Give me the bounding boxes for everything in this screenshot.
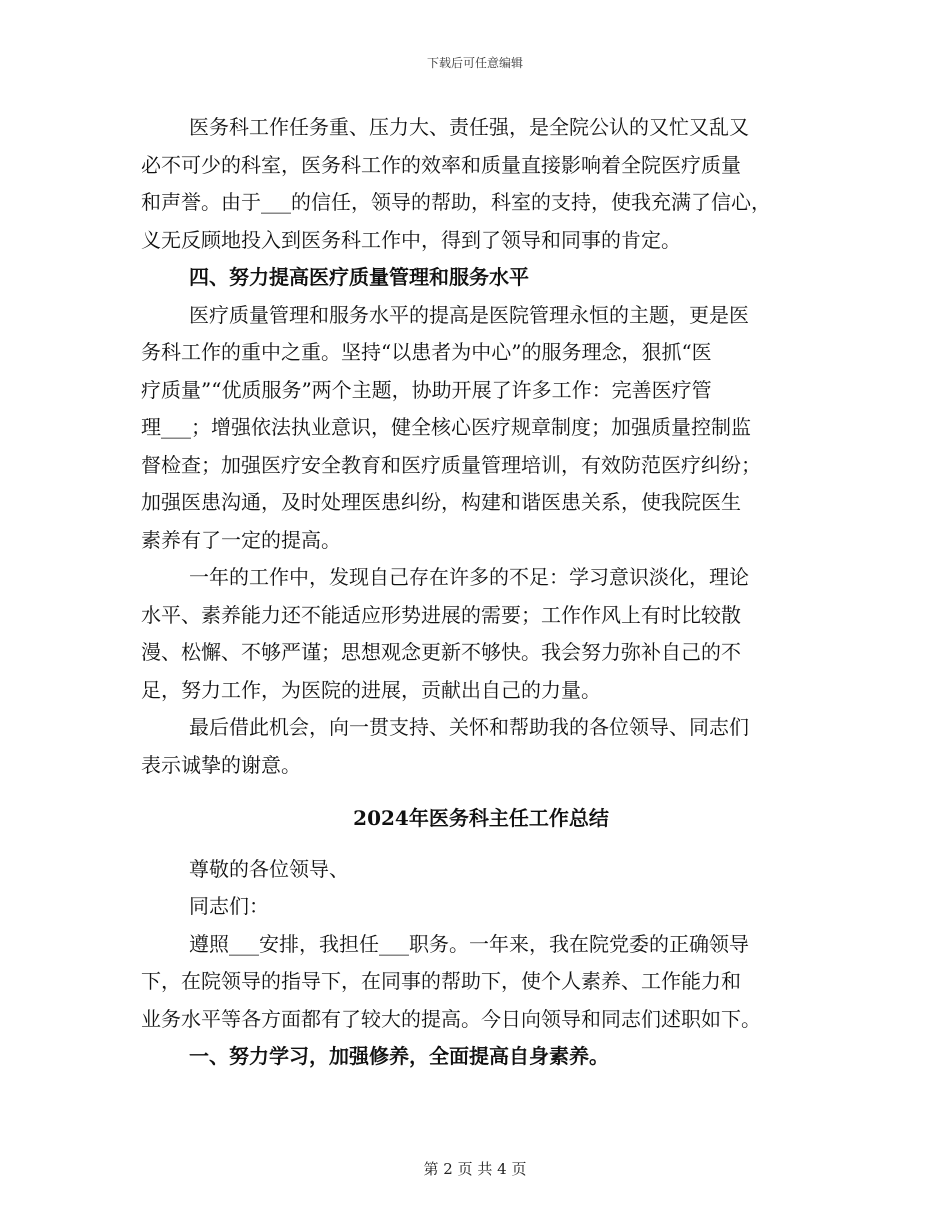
section-heading: 一、努力学习，加强修养，全面提高自身素养。	[189, 1044, 609, 1068]
document-body	[141, 109, 821, 1076]
paragraph-line: 业务水平等各方面都有了较大的提高。今日向领导和同志们述职如下。	[141, 1006, 761, 1031]
page-header-note: 下载后可任意编辑	[426, 56, 523, 70]
paragraph-line: 水平、素养能力还不能适应形势进展的需要；工作作风上有时比较散	[141, 602, 741, 627]
paragraph-line: 医务科工作任务重、压力大、责任强，是全院公认的又忙又乱又	[189, 115, 749, 139]
paragraph-line: 务科工作的重中之重。坚持“以患者为中心”的服务理念，狠抓“医	[141, 340, 712, 364]
paragraph-line: 素养有了一定的提高。	[141, 527, 341, 552]
paragraph-line: 义无反顾地投入到医务科工作中，得到了领导和同事的肯定。	[141, 227, 681, 252]
paragraph-line: 理___；增强依法执业意识，健全核心医疗规章制度；加强质量控制监	[141, 415, 751, 439]
paragraph-line: 足，努力工作，为医院的进展，贡献出自己的力量。	[141, 677, 601, 702]
paragraph-line: 和声誉。由于___的信任，领导的帮助，科室的支持，使我充满了信心，	[141, 190, 771, 214]
paragraph-line: 漫、松懈、不够严谨；思想观念更新不够快。我会努力弥补自己的不	[141, 640, 741, 664]
salutation-line: 同志们：	[189, 894, 269, 918]
paragraph-line: 医疗质量管理和服务水平的提高是医院管理永恒的主题，更是医	[189, 302, 749, 327]
paragraph-line: 一年的工作中，发现自己存在许多的不足：学习意识淡化，理论	[189, 565, 749, 589]
section-heading: 四、努力提高医疗质量管理和服务水平	[189, 265, 529, 289]
paragraph-line: 遵照___安排，我担任___职务。一年来，我在院党委的正确领导	[189, 931, 749, 956]
document-title: 2024年医务科主任工作总结	[353, 806, 609, 830]
paragraph-line: 必不可少的科室，医务科工作的效率和质量直接影响着全院医疗质量	[141, 152, 741, 177]
paragraph-line: 下，在院领导的指导下，在同事的帮助下，使个人素养、工作能力和	[141, 969, 741, 993]
paragraph-line: 最后借此机会，向一贯支持、关怀和帮助我的各位领导、同志们	[189, 715, 749, 739]
paragraph-line: 疗质量”“优质服务”两个主题，协助开展了许多工作：完善医疗管	[141, 377, 712, 402]
paragraph-line: 表示诚挚的谢意。	[141, 752, 301, 777]
paragraph-line: 督检查；加强医疗安全教育和医疗质量管理培训，有效防范医疗纠纷；	[141, 452, 761, 477]
page-number: 第 2 页 共 4 页	[423, 1160, 527, 1178]
paragraph-line: 加强医患沟通，及时处理医患纠纷，构建和谐医患关系，使我院医生	[141, 490, 741, 514]
salutation-line: 尊敬的各位领导、	[189, 856, 349, 881]
